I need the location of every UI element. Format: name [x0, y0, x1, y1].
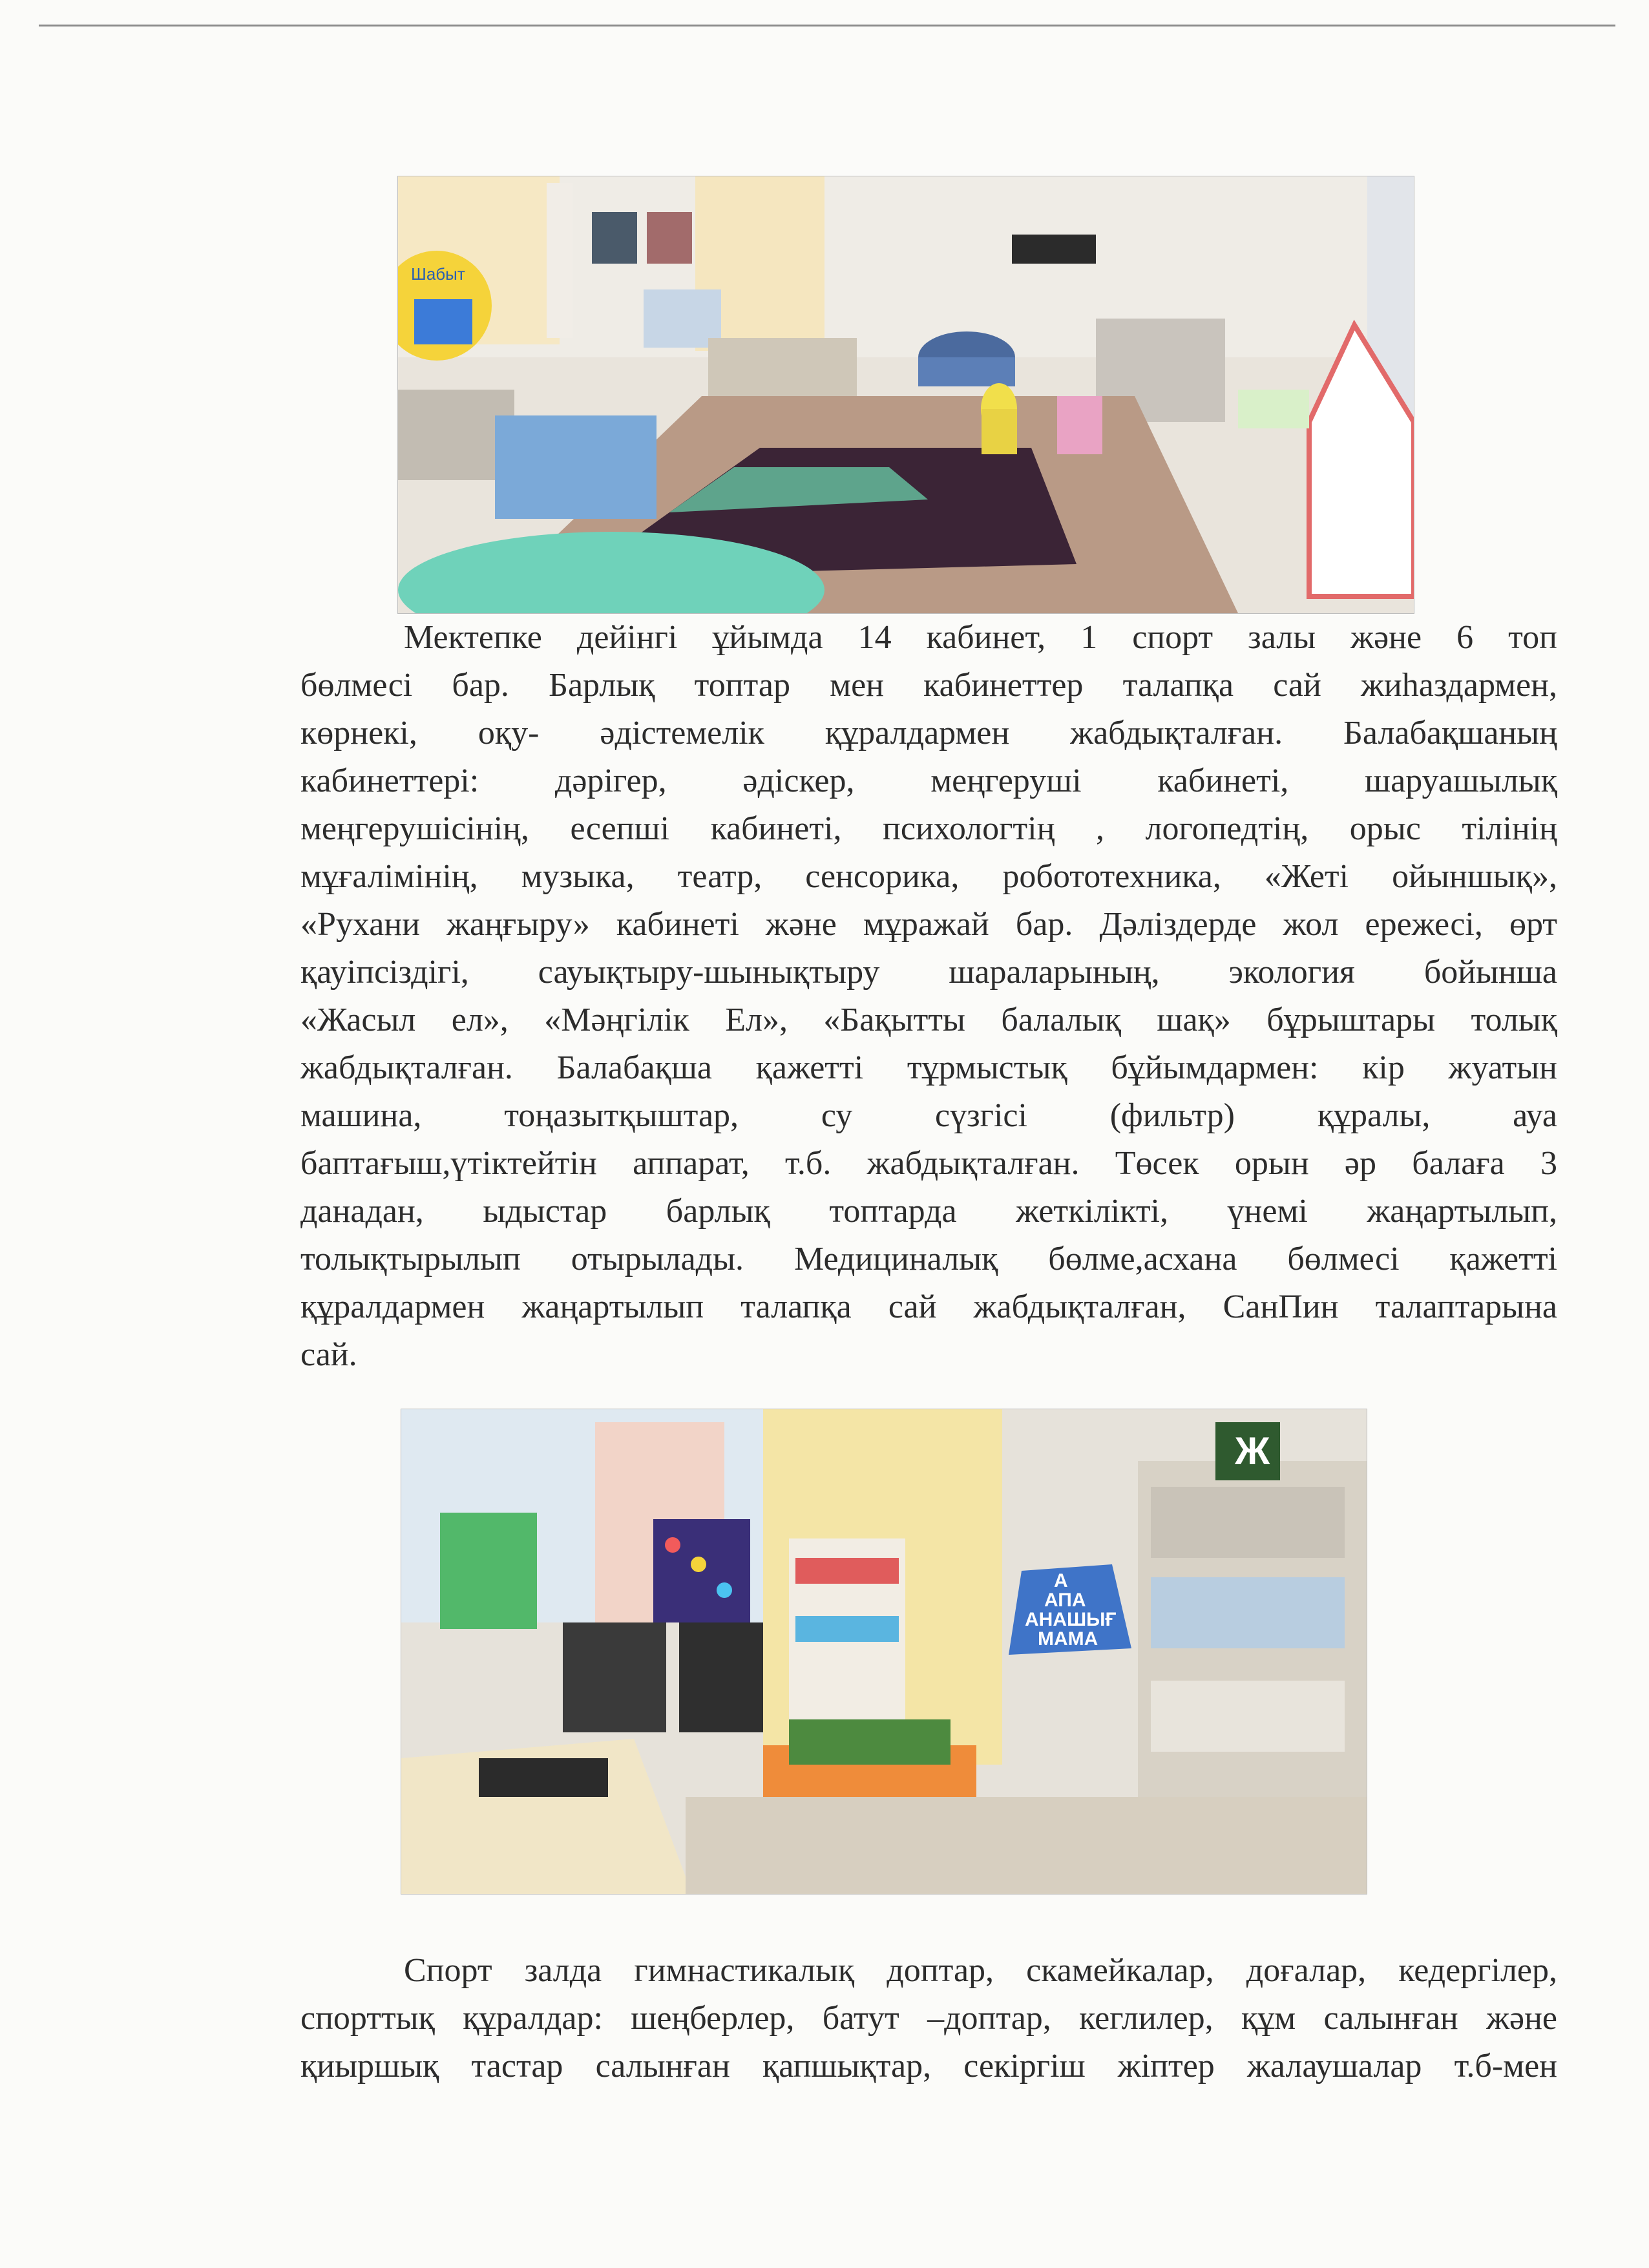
paragraph-facilities — [300, 614, 1557, 1379]
top-scan-line — [39, 25, 1615, 26]
text-line: баптағыш,үтіктейтін аппарат, т.б. жабдықталған. Төсек орын әр балаға 3 — [300, 1145, 1557, 1182]
classroom-photo-2 — [401, 1409, 1367, 1895]
photo2-letter-text: АНАШЫҒ — [1025, 1609, 1117, 1630]
photo2-letter-text: Ж — [1235, 1429, 1270, 1473]
text-line: көрнекі, оқу- әдістемелік құралдармен жабдықталған. Балабақшаның — [300, 715, 1557, 751]
text-line: данадан, ыдыстар барлық топтарда жеткілікті, үнемі жаңартылып, — [300, 1193, 1557, 1230]
photo2-letter-text: МАМА — [1038, 1628, 1098, 1650]
text-line: сай. — [300, 1336, 357, 1373]
text-line: толықтырылып отырылады. Медициналық бөлме,асхана бөлмесі қажетті — [300, 1241, 1557, 1277]
text-line: машина, тоңазытқыштар, су сүзгісі (фильтр) құралы, ауа — [300, 1097, 1557, 1134]
photo2-letter-text: АПА — [1044, 1590, 1086, 1611]
classroom-photo-1-image — [398, 176, 1414, 613]
text-line: «Рухани жаңғыру» кабинеті және мұражай бар. Дәліздерде жол ережесі, өрт — [300, 906, 1557, 943]
photo2-letter-text: А — [1054, 1570, 1068, 1591]
photo1-sign-text: Шабыт — [411, 264, 465, 284]
text-line: қиыршық тастар салынған қапшықтар, секіргіш жіптер жалаушалар т.б-мен — [300, 2048, 1557, 2084]
classroom-photo-1 — [397, 176, 1414, 614]
text-line: Спорт залда гимнастикалық доптар, скамейкалар, доғалар, кедергілер, — [404, 1952, 1557, 1989]
text-line: «Жасыл ел», «Мәңгілік Ел», «Бақытты балалық шақ» бұрыштары толық — [300, 1002, 1557, 1038]
text-line: жабдықталған. Балабақша қажетті тұрмыстық бұйымдармен: кір жуатын — [300, 1049, 1557, 1086]
classroom-photo-2-image — [401, 1409, 1367, 1894]
text-line: бөлмесі бар. Барлық топтар мен кабинеттер талапқа сай жиһаздармен, — [300, 667, 1557, 704]
text-line: спорттық құралдар: шеңберлер, батут –доптар, кеглилер, құм салынған және — [300, 2000, 1557, 2037]
text-line: құралдармен жаңартылып талапқа сай жабдықталған, СанПин талаптарына — [300, 1288, 1557, 1325]
text-line: меңгерушісінің, есепші кабинеті, психологтің , логопедтің, орыс тілінің — [300, 810, 1557, 847]
text-line: Мектепке дейінгі ұйымда 14 кабинет, 1 спорт залы және 6 топ — [404, 619, 1557, 656]
paragraph-sports-hall — [300, 1947, 1557, 2090]
text-line: кабинеттері: дәрігер, әдіскер, меңгеруші кабинеті, шаруашылық — [300, 762, 1557, 799]
text-line: қауіпсіздігі, сауықтыру-шынықтыру шараларының, экология бойынша — [300, 954, 1557, 991]
text-line: мұғалімінің, музыка, театр, сенсорика, робототехника, «Жеті ойыншық», — [300, 858, 1557, 895]
